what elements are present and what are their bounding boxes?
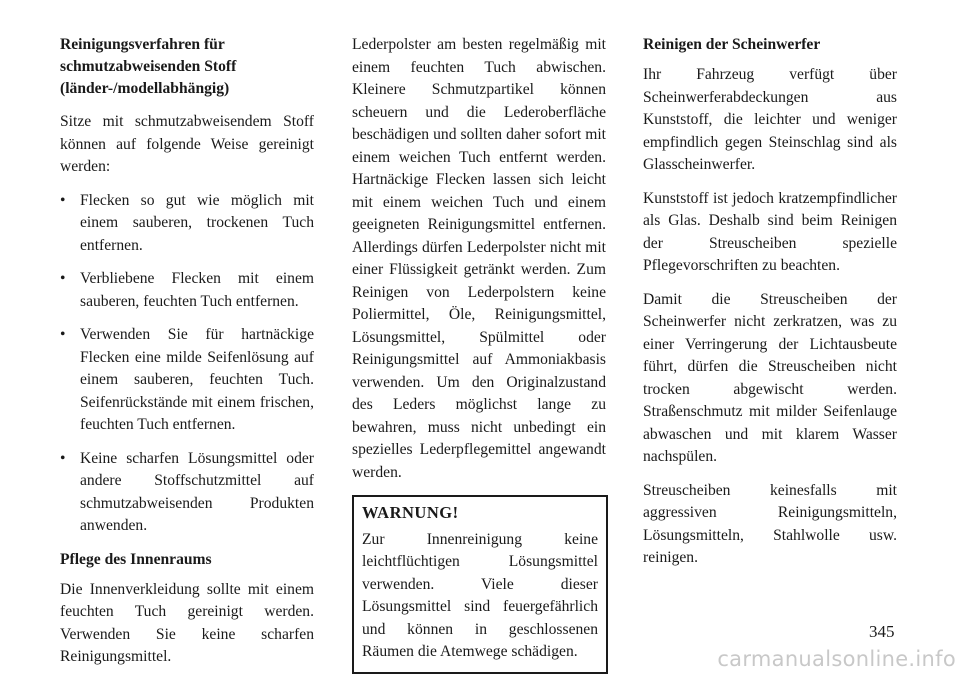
headlamp-paragraph: Kunststoff ist jedoch kratzempfindlicher als Glas. Deshalb sind beim Reinigen der Streuscheiben spezielle Pflegevorschriften zu beachten. xyxy=(643,189,897,274)
heading-line-2: schmutzabweisenden Stoff xyxy=(60,58,237,75)
headlamp-paragraph: Streuscheiben keinesfalls mit aggressiven Reinigungsmitteln, Lösungsmitteln, Stahlwolle usw. reinigen. xyxy=(643,481,897,566)
list-item xyxy=(60,190,314,258)
warning-box xyxy=(352,495,608,674)
list-item-text: Verbliebene Flecken mit einem sauberen, feuchten Tuch entfernen. xyxy=(80,270,314,310)
warning-title: WARNUNG! xyxy=(362,503,459,522)
cleaning-steps-list xyxy=(60,190,314,538)
bullet-icon: • xyxy=(60,326,66,343)
list-item xyxy=(60,324,314,437)
heading-line-1: Reinigungsverfahren für xyxy=(60,36,225,53)
bullet-icon: • xyxy=(60,270,66,287)
watermark: carmanualsonline.info xyxy=(717,647,956,671)
column-1 xyxy=(60,34,314,680)
column-3 xyxy=(643,34,897,581)
bullet-icon: • xyxy=(60,191,66,209)
list-item xyxy=(60,448,314,538)
interior-care-paragraph: Die Innenverkleidung sollte mit einem feuchten Tuch gereinigt werden. Verwenden Sie keine scharfen Reinigungsmittel. xyxy=(60,580,314,665)
heading-line-3: (länder-/modellabhängig) xyxy=(60,80,230,97)
page-number: 345 xyxy=(869,622,895,641)
column-2 xyxy=(352,34,606,674)
list-item-text: Keine scharfen Lösungsmittel oder andere Stoffschutzmittel auf schmutzabweisenden Produkten anwenden. xyxy=(80,449,314,534)
section-heading-stain-resistant-fabric xyxy=(60,34,314,100)
leather-care-paragraph: Lederpolster am besten regelmäßig mit einem feuchten Tuch abwischen. Kleinere Schmutzpartikel können scheuern und die Lederoberfläche beschädigen und sollten daher sofort mit einem weichen Tuch entfernt werden. Hartnäckige Flecken lassen sich leicht mit einem weichen Tuch und einem geeigneten Reinigungsmittel entfernen. Allerdings dürfen Lederpolster nicht mit einer Flüssigkeit getränkt werden. Zum Reinigen von Lederpolstern keine Poliermittel, Öle, Reinigungsmittel, Lösungsmittel, Spülmittel oder Reinigungsmittel auf Ammoniakbasis verwenden. Um den Originalzustand des Leders möglichst lange zu bewahren, muss nicht unbedingt ein spezielles Lederpflegemittel angewandt werden. xyxy=(352,36,606,481)
section-heading-headlamp-cleaning: Reinigen der Scheinwerfer xyxy=(643,36,821,53)
headlamp-paragraph: Ihr Fahrzeug verfügt über Scheinwerferabdeckungen aus Kunststoff, die leichter und weniger empfindlich gegen Steinschlag sind als Glasscheinwerfer. xyxy=(643,66,897,173)
intro-paragraph: Sitze mit schmutzabweisendem Stoff können auf folgende Weise gereinigt werden: xyxy=(60,113,314,175)
list-item-text: Verwenden Sie für hartnäckige Flecken eine milde Seifenlösung auf einem sauberen, feuchten Tuch. Seifenrückstände mit einem frischen, feuchten Tuch entfernen. xyxy=(80,326,314,433)
list-item-text: Flecken so gut wie möglich mit einem sauberen, trockenen Tuch entfernen. xyxy=(80,191,314,254)
warning-text: Zur Innenreinigung keine leichtflüchtigen Lösungsmittel verwenden. Viele dieser Lösungsmittel sind feuergefährlich und können in geschlossenen Räumen die Atemwege schädigen. xyxy=(362,530,598,660)
bullet-icon: • xyxy=(60,449,66,467)
section-heading-interior-care: Pflege des Innenraums xyxy=(60,550,212,568)
list-item xyxy=(60,268,314,313)
headlamp-paragraph: Damit die Streuscheiben der Scheinwerfer nicht zerkratzen, was zu einer Verringerung der Lichtausbeute führt, dürfen die Streuscheiben nicht trocken abgewischt werden. Straßenschmutz mit milder Seifenlauge abwaschen und mit klarem Wasser nachspülen. xyxy=(643,290,897,465)
